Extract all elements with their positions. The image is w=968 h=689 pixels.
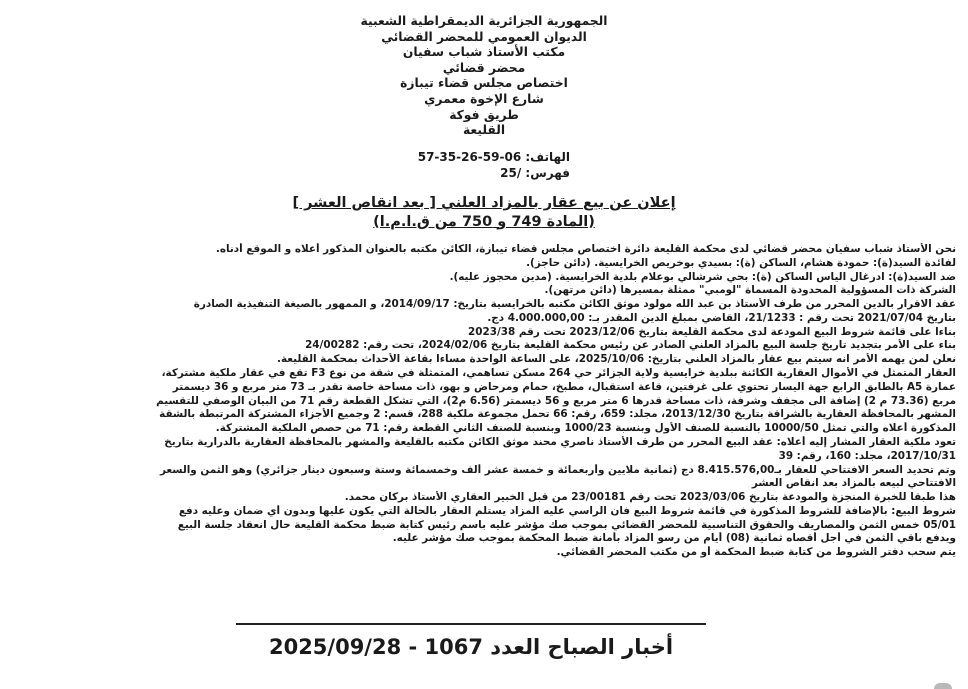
body-line: شروط البيع: بالإضافة للشروط المذكورة في قائمة شروط البيع فان الراسي عليه المزاد يستلم العقار بالحالة التي يكون عليها وبدون أي ضمان وعليه دفع xyxy=(178,504,956,517)
header-line: اختصاص مجلس قضاء تيبازة xyxy=(400,76,568,91)
body-line: الشركة ذات المسؤولية المحدودة المسماة "لومبي" ممثلة بمسيرها (دائن مرتهن). xyxy=(544,284,956,297)
body-line: عمارة A5 بالطابق الرابع جهة اليسار تحتوي على غرفتين، قاعة استقبال، مطبخ، حمام ومرحاض و بهو، ذات مساحة خاصة تقدر بـ 73 متر مربع و 36 ديسمتر xyxy=(172,380,956,393)
phone-number: الهاتف: 06-59-26-35-57 xyxy=(417,150,570,164)
header-line: طريق فوكة xyxy=(449,107,519,122)
body-line: بناء على الأمر بتجديد تاريخ جلسة البيع بالمزاد العلني الصادر عن رئيس محكمة القليعة بتاريخ 2024/02/06، تحت رقم: 24/00282 xyxy=(305,339,956,352)
body-line: لفائدة السيد(ة): حمودة هشام، الساكن (ة): بسيدي بوخريص الخرايسية. (دائن حاجز). xyxy=(526,256,956,269)
body-line: ضد السيد(ة): ادرغال الياس الساكن (ة): بحي شرشالي بوعلام بلدية الخرايسية. (مدين محجوز عليه). xyxy=(449,270,956,283)
body-line: ويدفع باقي الثمن في أجل أقصاه ثمانية (08) أيام من رسو المزاد بأمانة ضبط المحكمة بموجب صك مؤشر عليه. xyxy=(392,532,956,545)
notice-title xyxy=(0,194,968,231)
body-line: نحن الأستاذ شباب سفيان محضر قضائي لدى محكمة القليعة دائرة اختصاص مجلس قضاء تيبازة، الكائن مكتبه بالعنوان المذكور أعلاه و الموقع أدناه. xyxy=(215,243,956,255)
body-line: بناءا على قائمة شروط البيع المودعة لدى محكمة القليعة بتاريخ 2023/12/06 تحت رقم 2023/38 xyxy=(468,325,956,338)
body-line: وتم تحديد السعر الافتتاحي للعقار بـ8.415.576,00 دج (ثمانية ملايين وأربعمائة و خمسة عشر ألف وخمسمائة وستة وسبعون دينار جزائري) وهو الثمن والسعر xyxy=(159,463,956,476)
notice-body xyxy=(56,243,956,560)
header-line: شارع الإخوة معمري xyxy=(424,91,544,106)
header-line: مكتب الأستاذ شباب سفيان xyxy=(402,45,566,60)
body-line: هذا طبقا للخبرة المنجزة والمودعة بتاريخ 2023/03/06 تحت رقم 23/00181 من قبل الخبير العقاري الأستاذ بركان محمد. xyxy=(344,491,956,504)
body-line: 05/01 خمس الثمن والمصاريف والحقوق التناسبية للمحضر القضائي بموجب صك مؤشر عليه باسم رئيس كتابة ضبط محكمة القليعة حال انعقاد جلسة البيع xyxy=(177,518,956,531)
body-line: المشهر بالمحافظة العقارية بالشراقة بتاريخ 2013/12/30، مجلد: 659، رقم: 66 تحمل مجموعة ملكية 288، قسم: 2 وجميع الأجزاء المشتركة المرتبطة بالشقة xyxy=(159,408,956,421)
index-number: فهرس: /25 xyxy=(500,165,570,180)
notice-title-article: (المادة 749 و 750 من ق.ا.م.ا) xyxy=(373,213,595,230)
footer-divider xyxy=(236,623,706,625)
body-line: بتاريخ 2021/07/04 تحت رقم : 21/1233، القاضي بمبلغ الدين المقدر بـ: 4.000.000,00 دج. xyxy=(487,311,956,324)
body-line: يتم سحب دفتر الشروط من كتابة ضبط المحكمة أو من مكتب المحضر القضائي. xyxy=(556,546,956,559)
body-line: مربع (73.36 م 2) إضافة الى مجفف وشرفة، ذات مساحة قدرها 6 متر مربع و 56 ديسمتر (6.56 م2)، التي تشكل القطعة رقم 71 من البيان الوصفي للتقسيم xyxy=(156,394,956,407)
body-line: المذكورة أعلاه والتي تمثل 10000/50 بالنسبة للصنف الأول وبنسبة 1000/23 وبنسبة للصنف الثاني القطعة رقم: 71 من حصص الملكية المشتركة. xyxy=(215,422,956,435)
body-line: عقد الاقرار بالدين المحرر من طرف الأستاذ بن عبد الله مولود موثق الكائن مكتبه بالخرايسية بتاريخ: 2014/09/17، و الممهور بالصيغة التنفيذية الصادرة xyxy=(193,298,956,311)
office-header xyxy=(0,14,968,139)
body-line: نعلن لمن يهمه الأمر انه سيتم بيع عقار بالمزاد العلني بتاريخ: 2025/10/06، على الساعة الواحدة مساءا بقاعة الأحداث بمحكمة القليعة. xyxy=(277,353,956,366)
body-line: العقار المتمثل في الأموال العقارية الكائنة ببلدية خرايسية ولاية الجزائر حي 264 مسكن تساهمي، المتمثلة في شقة من نوع F3 تقع في عقار ملكية مشتركة، xyxy=(161,367,956,380)
header-line: الجمهورية الجزائرية الديمقراطية الشعبية xyxy=(360,14,608,28)
body-line: الافتتاحي لبيعه بالمزاد بعد انقاص العشر xyxy=(751,477,956,490)
header-line: القليعة xyxy=(462,123,506,138)
contact-block xyxy=(418,150,570,181)
header-line: محضر قضائي xyxy=(442,60,526,75)
newspaper-footer: أخبار الصباح العدد 1067 - 2025/09/28 xyxy=(268,635,674,659)
header-line: الديوان العمومي للمحضر القضائي xyxy=(381,29,587,44)
body-line: 2017/10/31، مجلد: 160، رقم: 39 xyxy=(778,449,956,462)
scan-corner-mark xyxy=(934,683,952,689)
body-line: تعود ملكية العقار المشار إليه أعلاه: عقد البيع المحرر من طرف الأستاذ ناصري محند موثق الكائن مكتبه بالقليعة والمشهر بالمحافظة العقارية بالدرارية بتاريخ xyxy=(164,435,956,448)
notice-title-main: إعلان عن بيع عقار بالمزاد العلني [ بعد انقاص العشر ] xyxy=(292,195,676,211)
